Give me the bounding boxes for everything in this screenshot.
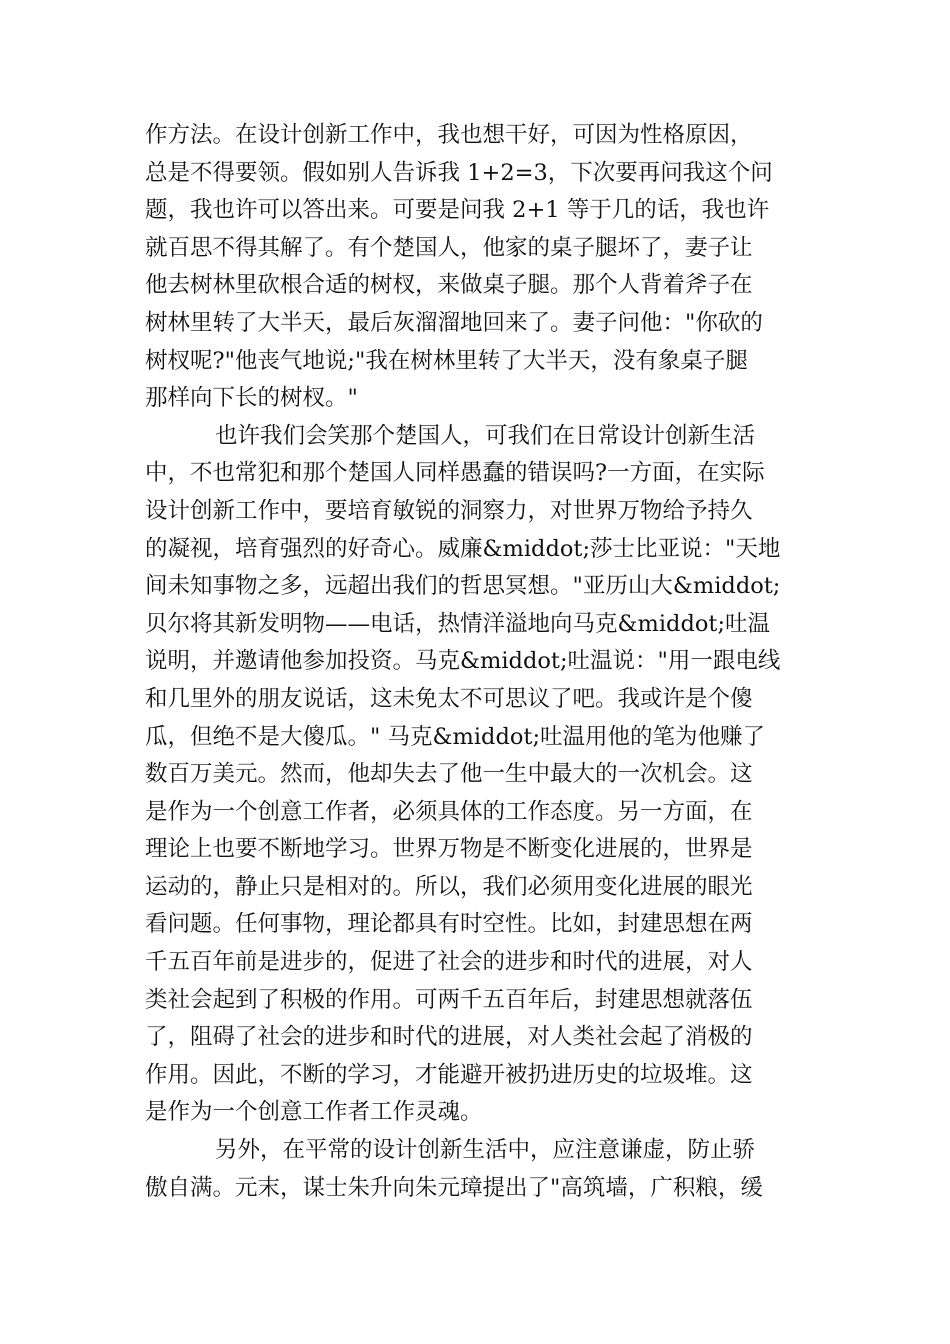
text-line: 了，阻碍了社会的进步和时代的进展，对人类社会起了消极的 <box>145 1024 753 1051</box>
text-line: 和几里外的朋友说话，这未免太不可思议了吧。我或许是个傻 <box>145 685 753 712</box>
text-line: 千五百年前是进步的，促进了社会的进步和时代的进展，对人 <box>145 949 753 976</box>
paragraph <box>145 117 800 418</box>
text-line: 那样向下长的树杈。" <box>145 385 358 412</box>
paragraph <box>145 1132 800 1207</box>
text-line: 傲自满。元末，谋士朱升向朱元璋提出了"高筑墙，广积粮，缓 <box>145 1174 763 1201</box>
text-line: 运动的，静止只是相对的。所以，我们必须用变化进展的眼光 <box>145 873 753 900</box>
text-line: 间未知事物之多，远超出我们的哲思冥想。"亚历山大&middot; <box>145 573 781 600</box>
text-line: 另外，在平常的设计创新生活中，应注意谦虚，防止骄 <box>215 1137 756 1164</box>
text-line: 作方法。在设计创新工作中，我也想干好，可因为性格原因， <box>145 122 753 148</box>
text-line: 他去树林里砍根合适的树杈，来做桌子腿。那个人背着斧子在 <box>145 272 753 299</box>
document-body <box>145 117 800 1207</box>
text-line: 树林里转了大半天，最后灰溜溜地回来了。妻子问他："你砍的 <box>145 309 763 336</box>
text-line: 树杈呢?"他丧气地说;"我在树林里转了大半天，没有象桌子腿 <box>145 347 748 374</box>
text-line: 说明，并邀请他参加投资。马克&middot;吐温说："用一跟电线 <box>145 648 781 675</box>
text-line: 数百万美元。然而，他却失去了他一生中最大的一次机会。这 <box>145 761 753 788</box>
text-line: 题，我也许可以答出来。可要是问我 2+1 等于几的话，我也许 <box>145 197 770 224</box>
text-line: 中，不也常犯和那个楚国人同样愚蠢的错误吗?一方面，在实际 <box>145 460 765 487</box>
text-line: 理论上也要不断地学习。世界万物是不断变化进展的，世界是 <box>145 836 753 863</box>
text-line: 看问题。任何事物，理论都具有时空性。比如，封建思想在两 <box>145 911 753 938</box>
text-line: 类社会起到了积极的作用。可两千五百年后，封建思想就落伍 <box>145 986 753 1013</box>
text-line: 是作为一个创意工作者，必须具体的工作态度。另一方面，在 <box>145 798 753 825</box>
text-line: 就百思不得其解了。有个楚国人，他家的桌子腿坏了，妻子让 <box>145 234 753 261</box>
text-line: 设计创新工作中，要培育敏锐的洞察力，对世界万物给予持久 <box>145 497 753 524</box>
paragraph <box>145 418 800 1132</box>
text-line: 是作为一个创意工作者工作灵魂。 <box>145 1099 483 1126</box>
text-line: 贝尔将其新发明物——电话，热情洋溢地向马克&middot;吐温 <box>145 610 771 637</box>
text-line: 也许我们会笑那个楚国人，可我们在日常设计创新生活 <box>215 422 756 449</box>
text-line: 作用。因此，不断的学习，才能避开被扔进历史的垃圾堆。这 <box>145 1061 753 1088</box>
text-line: 的凝视，培育强烈的好奇心。威廉&middot;莎士比亚说："天地 <box>145 535 781 562</box>
text-line: 瓜，但绝不是大傻瓜。" 马克&middot;吐温用他的笔为他赚了 <box>145 723 766 750</box>
text-line: 总是不得要领。假如别人告诉我 1+2=3，下次要再问我这个问 <box>145 159 773 186</box>
